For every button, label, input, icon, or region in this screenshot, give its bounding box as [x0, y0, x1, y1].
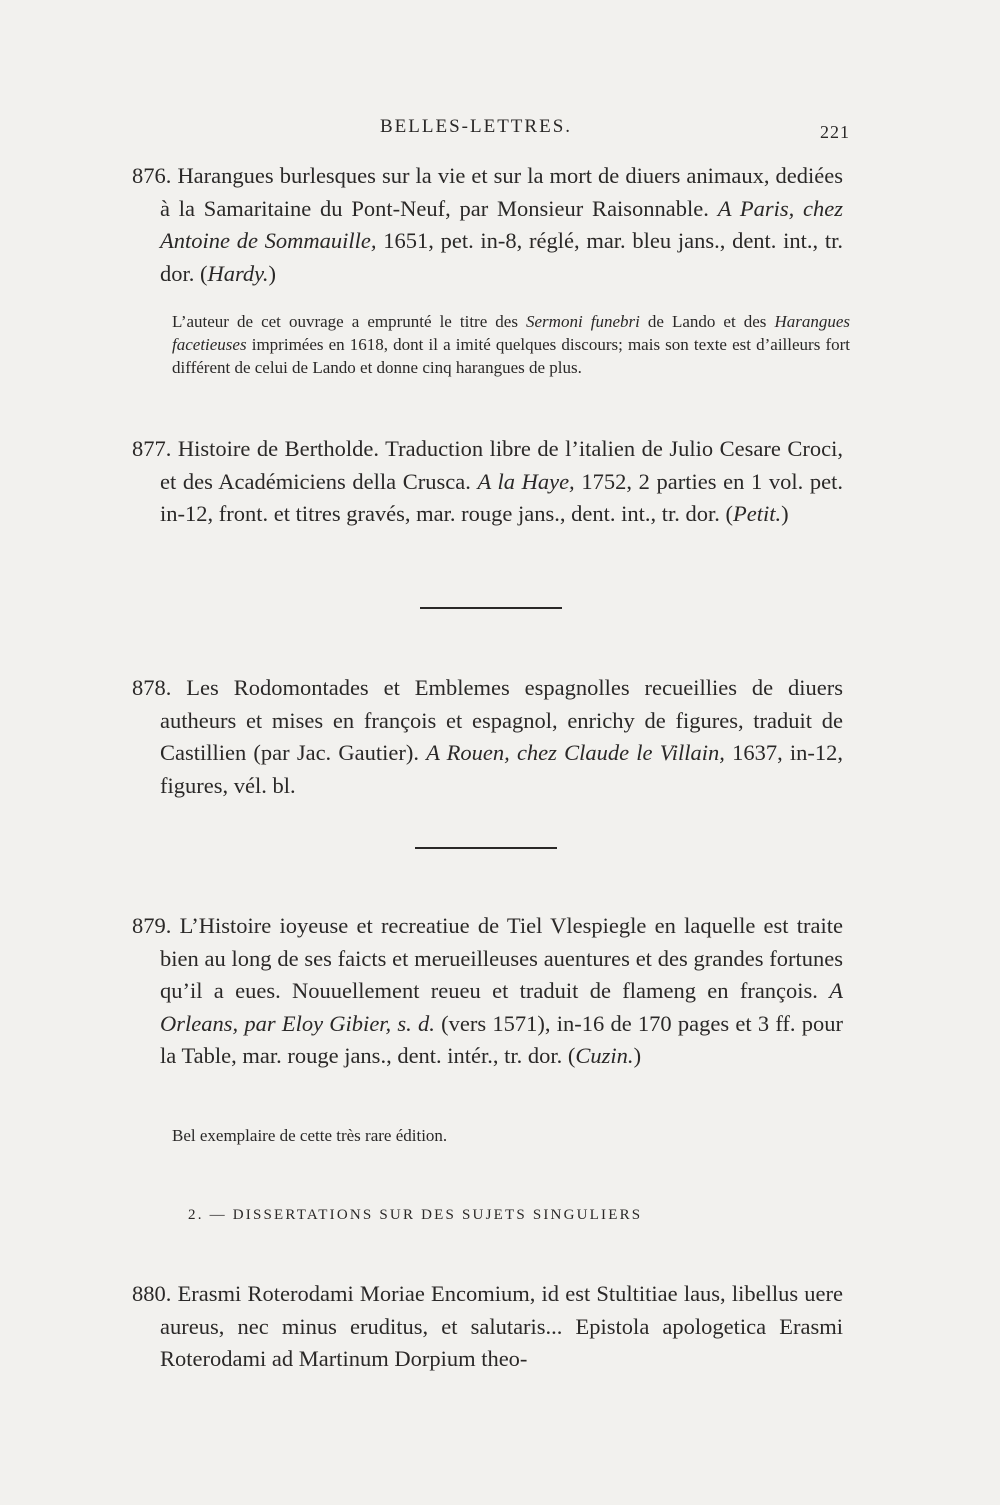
entry-877: 877. Histoire de Bertholde. Traduction libre de l’italien de Julio Cesare Croci, et des Académiciens della Crusca. A la Haye, 1752, 2 parties en 1 vol. pet. in-12, front. et titres gravés, mar. rouge jans., dent. int., tr. dor. (Petit.) — [132, 436, 844, 526]
entry-imprint: A la Haye, — [477, 468, 575, 494]
entry-details: 1637, in-12, figures, vél. bl. — [160, 740, 844, 798]
entry-number: 879. — [132, 913, 172, 938]
entry-binder: Cuzin. — [575, 1043, 634, 1068]
entry-imprint: A Paris, chez Antoine de Sommauille, — [160, 195, 844, 253]
entry-details: 1752, 2 parties en 1 vol. pet. in-12, front. et titres gravés, mar. rouge jans., dent. int., tr. dor. ( — [160, 468, 843, 526]
entry-imprint: A Orleans, par Eloy Gibier, s. d. — [160, 978, 843, 1036]
entry-879: 879. L’Histoire ioyeuse et recreatiue de Tiel Vlespiegle en laquelle est traite bien au long de ses faicts et merueilleuses auentures et des grandes fortunes qu’il a eues. Nouuellement reueu et traduit de flameng en françois. A Orleans, par Eloy Gibier, s. d. (vers 1571), in-16 de 170 pages et 3 ff. pour la Table, mar. rouge jans., dent. intér., tr. dor. (Cuzin.) — [132, 913, 843, 1068]
divider-rule — [420, 607, 562, 609]
entry-binder: Hardy. — [207, 260, 269, 286]
section-heading: 2. — DISSERTATIONS SUR DES SUJETS SINGULIERS — [188, 1207, 643, 1223]
entry-880 — [132, 1278, 843, 1376]
entry-text: Les Rodomontades et Emblemes espagnolles recueillies de diuers autheurs et mises en françois et espagnol, enrichy de figures, traduit de Castillien (par Jac. Gautier). — [160, 675, 844, 765]
entry-text: Erasmi Roterodami Moriae Encomium, id est Stultitiae laus, libellus uere aureus, nec minus eruditus, et salutaris... Epistola apologetica Erasmi Roterodami ad Martinum Dorpium theo- — [160, 1281, 843, 1371]
divider-rule — [415, 847, 557, 849]
entry-text: Histoire de Bertholde. Traduction libre de l’italien de Julio Cesare Croci, et des Académiciens della Crusca. — [160, 436, 844, 494]
entry-number: 877. — [132, 436, 172, 461]
entry-876: 876. Harangues burlesques sur la vie et sur la mort de diuers animaux, dediées à la Samaritaine du Pont-Neuf, par Monsieur Raisonnable. A Paris, chez Antoine de Sommauille, 1651, pet. in-8, réglé, mar. bleu jans., dent. int., tr. dor. (Hardy.) — [132, 163, 844, 286]
entry-binder: Petit. — [733, 501, 782, 526]
running-head: BELLES-LETTRES. — [380, 116, 573, 137]
entry-number: 880. — [132, 1281, 172, 1306]
entry-text: L’Histoire ioyeuse et recreatiue de Tiel Vlespiegle en laquelle est traite bien au long de ses faicts et merueilleuses auentures et des grandes fortunes qu’il a eues. Nouuellement reueu et traduit de flameng en françois. — [160, 913, 843, 1003]
entry-number: 878. — [132, 675, 172, 700]
note-879: Bel exemplaire de cette très rare édition. — [172, 1126, 448, 1145]
entry-878 — [132, 672, 844, 802]
entry-imprint: A Rouen, chez Claude le Villain, — [426, 740, 725, 765]
note-876: L’auteur de cet ouvrage a emprunté le titre des Sermoni funebri de Lando et des Harangues facetieuses imprimées en 1618, dont il a imité quelques discours; mais son texte est d’ailleurs fort différent de celui de Lando et donne cinq harangues de plus. — [172, 312, 851, 377]
entry-details: 1651, pet. in-8, réglé, mar. bleu jans., dent. int., tr. dor. ( — [160, 228, 843, 286]
entry-text: Harangues burlesques sur la vie et sur la mort de diuers animaux, dediées à la Samaritaine du Pont-Neuf, par Monsieur Raisonnable. — [160, 163, 844, 221]
page-number: 221 — [820, 122, 850, 142]
entry-details: (vers 1571), in-16 de 170 pages et 3 ff. pour la Table, mar. rouge jans., dent. intér., tr. dor. ( — [160, 1010, 843, 1068]
entry-number: 876. — [132, 163, 172, 188]
